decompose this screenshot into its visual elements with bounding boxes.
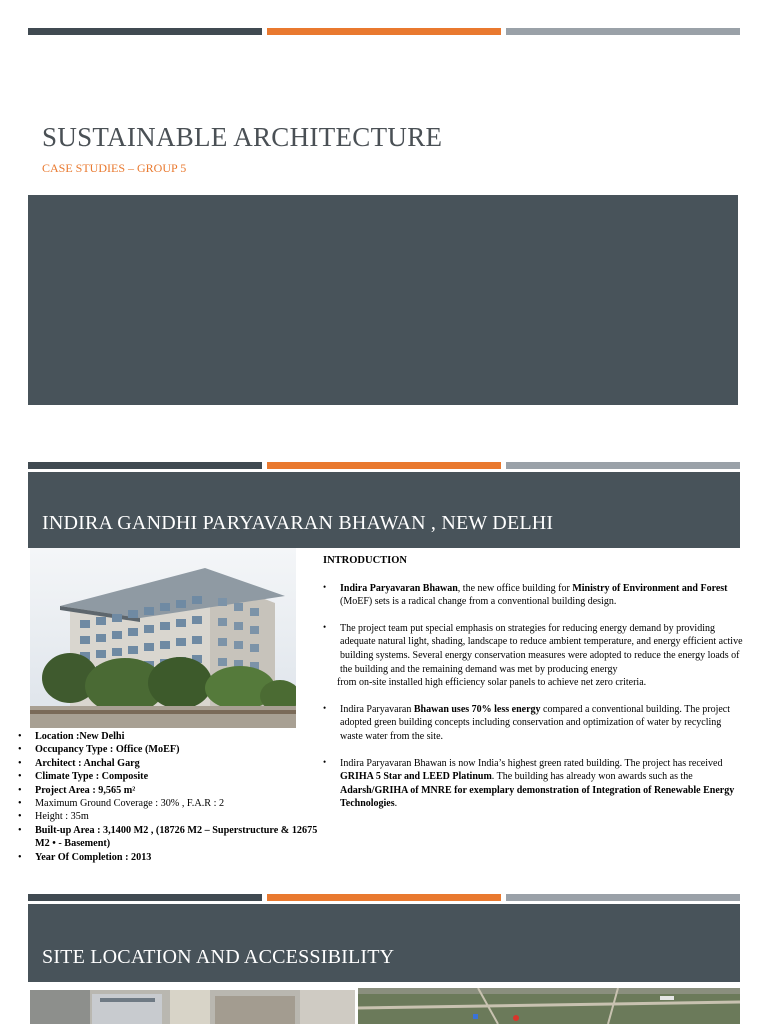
slide-title: SUSTAINABLE ARCHITECTURE [42,122,443,152]
title-banner [28,472,740,548]
title-banner [28,904,740,982]
accent-bar-dark [28,462,262,469]
accent-bar-orange [267,28,501,35]
fact-occupancy: • Occupancy Type : Office (MoEF) [18,743,318,756]
content-placeholder-panel [28,195,738,405]
building-photo [30,548,296,728]
fact-ground-coverage: • Maximum Ground Coverage : 30% , F.A.R : 2 [18,797,318,810]
intro-paragraph-1: • Indira Paryavaran Bhawan, the new office building for Ministry of Environment and Forest (MoEF) sets is a radical change from a conventional building design. [323,582,743,609]
fact-architect: • Architect : Anchal Garg [18,757,318,770]
fact-location: • Location :New Delhi [18,730,318,743]
intro-paragraph-2: • The project team put special emphasis on strategies for reducing energy demand by providing adequate natural light, shading, landscape to reduce ambient temperature, and energy efficient active building systems. Several energy conservation measures were adopted to reduce the energy loads of the building and the remaining demand was met by producing energy from on-site installed high efficiency solar panels to achieve net zero criteria. [323,622,743,690]
fact-built-up-area: • Built-up Area : 3,1400 M2 , (18726 M2 – Superstructure & 12675 M2 • - Basement) [18,824,318,851]
accent-bar-grey [506,894,740,901]
site-map-image [358,988,740,1024]
accent-bar-grey [506,462,740,469]
fact-height: • Height : 35m [18,810,318,823]
introduction-section [323,554,743,824]
intro-paragraph-4: • Indira Paryavaran Bhawan is now India’s highest green rated building. The project has received GRIHA 5 Star and LEED Platinum. The building has already won awards such as the Adarsh/GRIHA of MNRE for exemplary demonstration of Integration of Renewable Energy Technologies. [323,757,743,811]
accent-bar-orange [267,894,501,901]
slide-title: INDIRA GANDHI PARYAVARAN BHAWAN , NEW DELHI [42,512,554,534]
project-facts-list [18,730,318,864]
slide-title: SITE LOCATION AND ACCESSIBILITY [42,946,395,968]
site-aerial-photo [30,990,355,1024]
slide-subtitle: CASE STUDIES – GROUP 5 [42,161,187,175]
accent-bar-orange [267,462,501,469]
fact-project-area: • Project Area : 9,565 m² [18,784,318,797]
accent-bar-dark [28,894,262,901]
fact-climate: • Climate Type : Composite [18,770,318,783]
fact-year: • Year Of Completion : 2013 [18,851,318,864]
accent-bar-dark [28,28,262,35]
accent-bar-grey [506,28,740,35]
section-heading: INTRODUCTION [323,555,408,566]
intro-paragraph-3: • Indira Paryavaran Bhawan uses 70% less energy compared a conventional building. The project adopted green building concepts including conservation and optimization of water by recycling waste water from the site. [323,703,743,744]
